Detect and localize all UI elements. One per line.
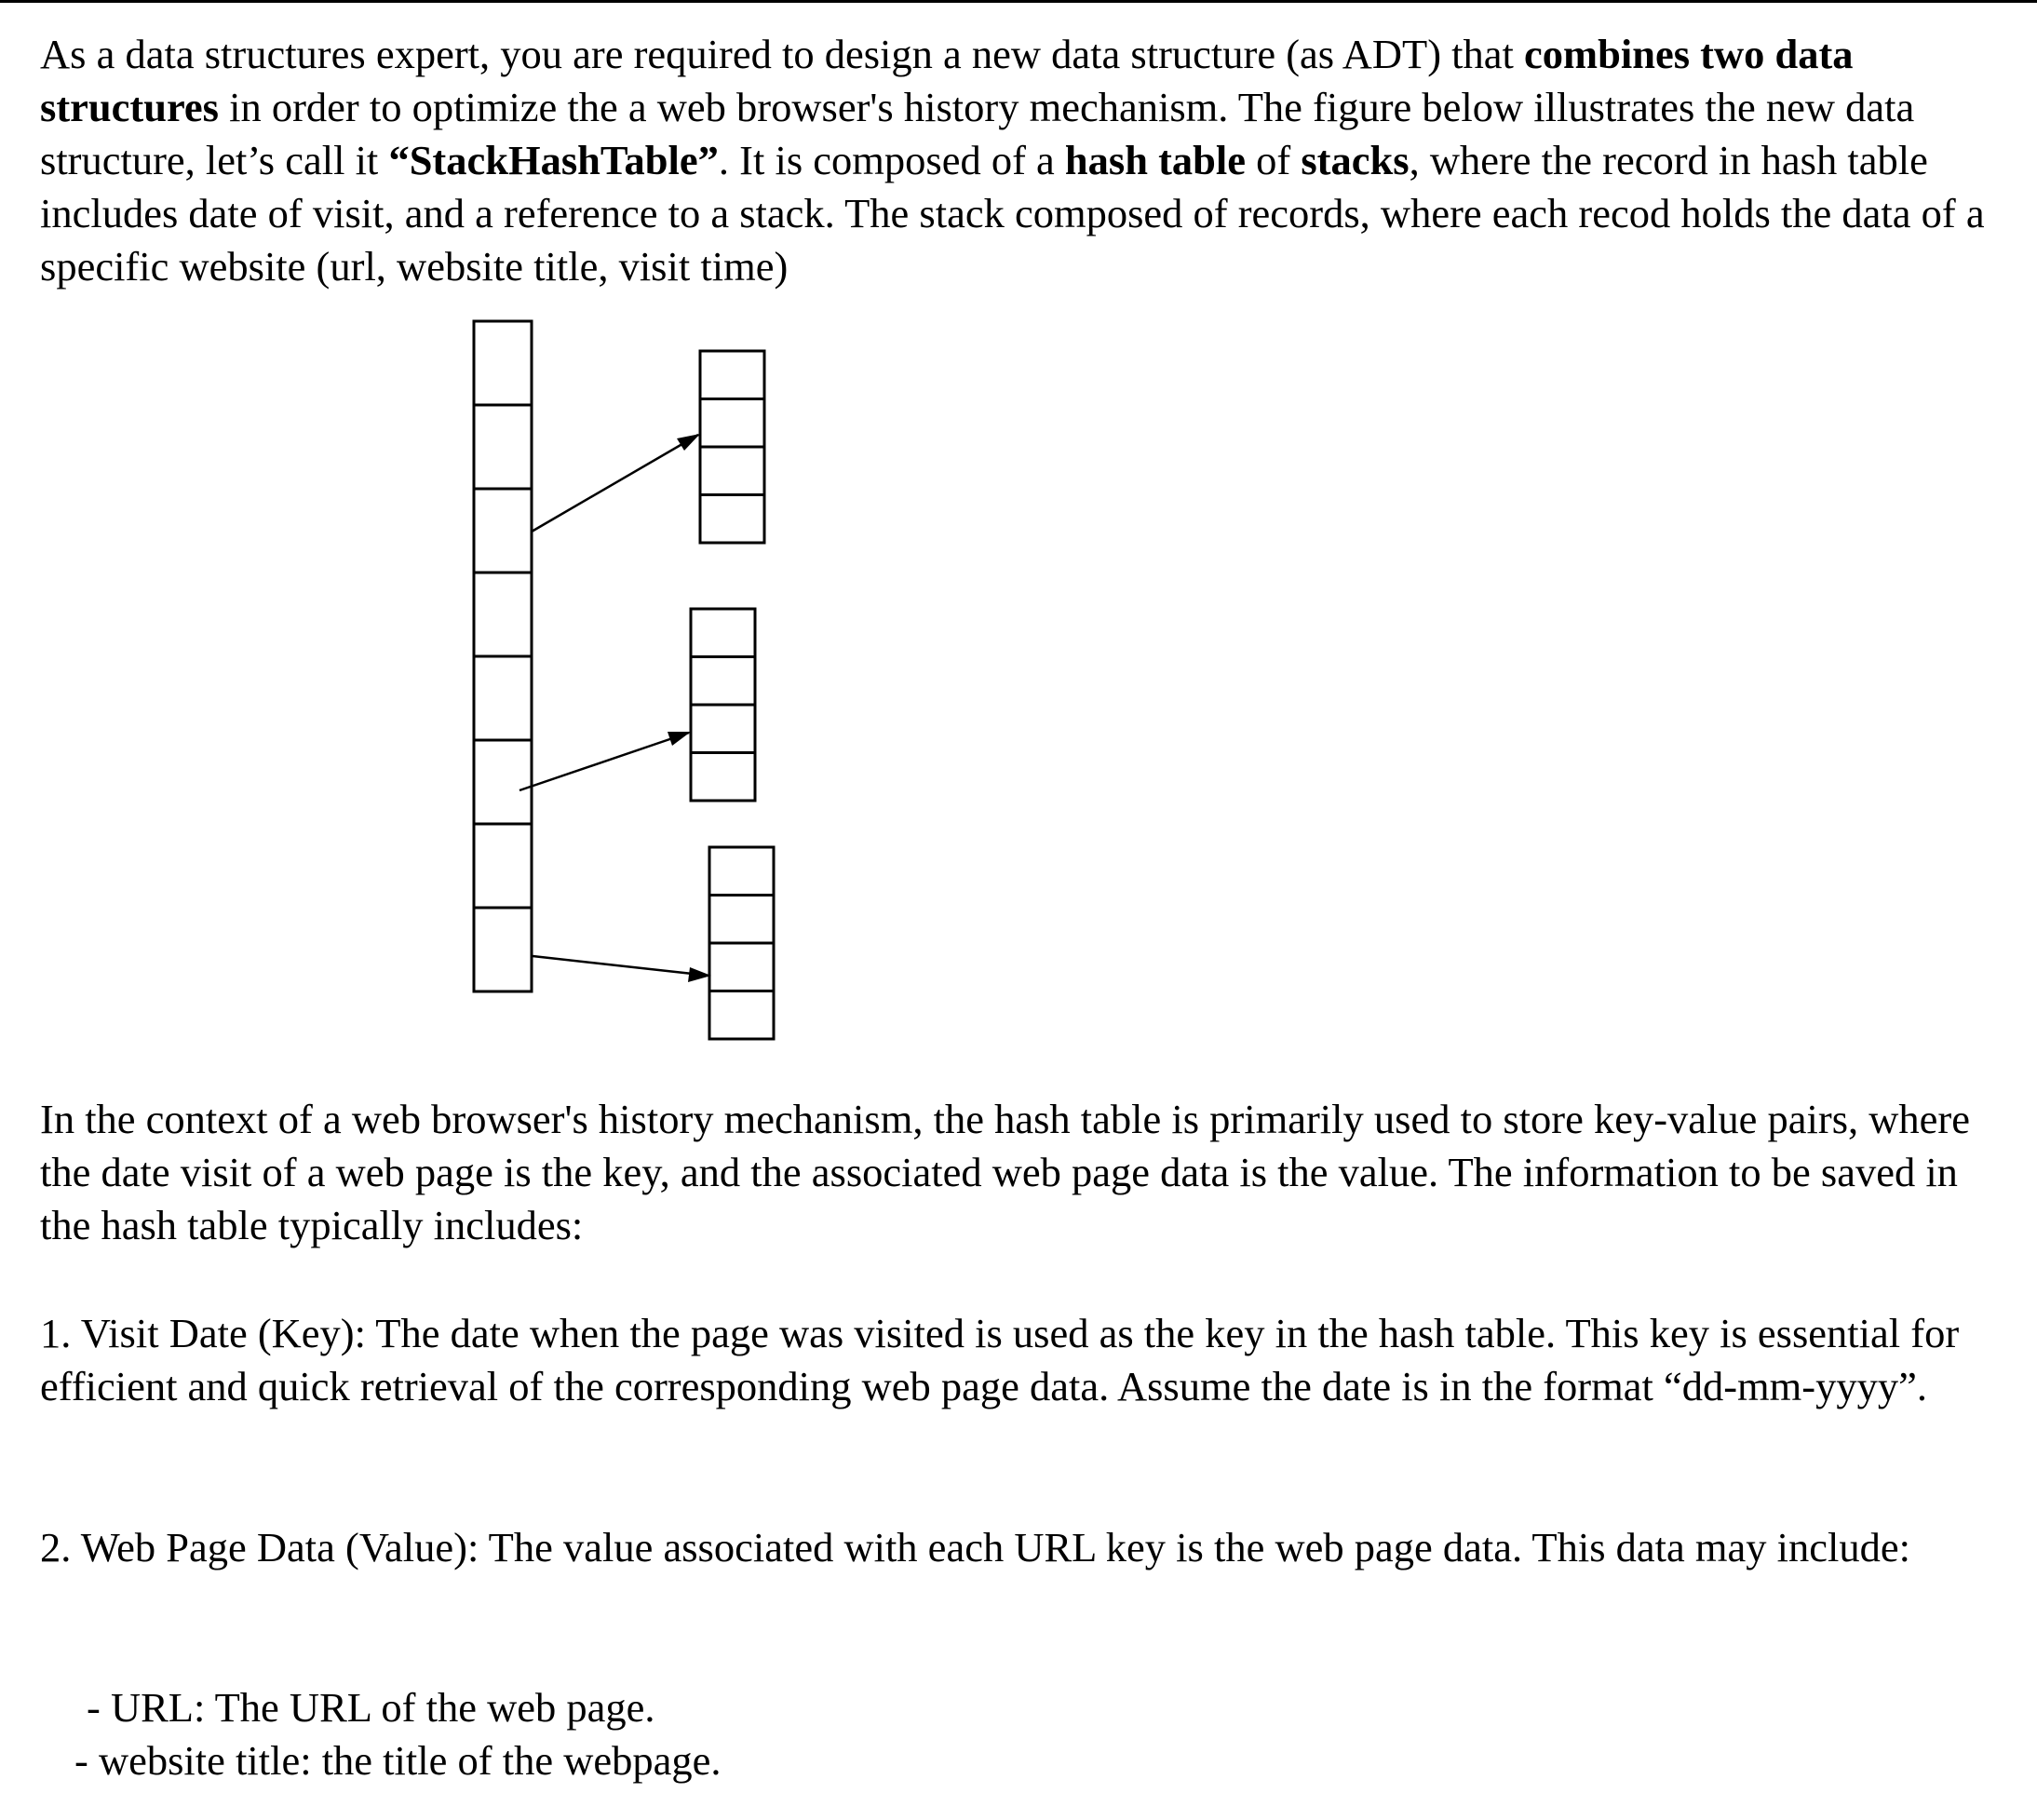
intro-text-5: , where the record in hash table includes date of visit, and a reference to a stack. The stack composed of records, where each recod holds the data of a specific website (url, website title, visit time) xyxy=(40,137,1985,290)
stack-record xyxy=(691,753,755,802)
visit-date-item: 1. Visit Date (Key): The date when the page was visited is used as the key in the hash table. This key is essential for efficient and quick retrieval of the corresponding web page data. Assume the date is in the format “dd-mm-yyyy”. xyxy=(40,1310,1960,1409)
arrowhead-1 xyxy=(677,434,700,451)
hash-table-slot xyxy=(474,489,532,573)
stack-record xyxy=(691,609,755,657)
hash-table-slot xyxy=(474,656,532,740)
arrowhead-3 xyxy=(688,967,711,982)
hash-table-slot xyxy=(474,824,532,908)
bullet-url: - URL: The URL of the web page. xyxy=(87,1684,655,1731)
intro-text-3: . It is composed of a xyxy=(718,137,1065,183)
bullet-website-title: - website title: the title of the webpage. xyxy=(74,1737,722,1784)
arrow-slot-8-to-stack-3 xyxy=(533,956,709,976)
stack-record xyxy=(709,991,774,1040)
intro-text-2: in order to optimize the a web browser's history mechanism. The figure below illustrates the new data structure, let’s call it xyxy=(40,84,1915,183)
hash-table-slot xyxy=(474,908,532,991)
hash-table xyxy=(474,321,532,991)
stack-3 xyxy=(709,847,774,1039)
stack-record xyxy=(700,447,764,495)
web-page-data-item: 2. Web Page Data (Value): The value associated with each URL key is the web page data. This data may include: xyxy=(40,1524,1910,1571)
hash-table-slot xyxy=(474,405,532,489)
hash-table-slot xyxy=(474,321,532,405)
intro-bold-name: “StackHashTable” xyxy=(388,137,719,183)
stack-record xyxy=(709,943,774,991)
stack-2 xyxy=(691,609,755,801)
stack-record xyxy=(691,657,755,706)
context-paragraph: In the context of a web browser's history mechanism, the hash table is primarily used to store key-value pairs, where the date visit of a web page is the key, and the associated web page data is the value. The information to be saved in the hash table typically includes: xyxy=(40,1096,1970,1248)
arrow-slot-6-to-stack-2 xyxy=(519,733,689,790)
hash-table-slot xyxy=(474,740,532,824)
intro-bold-stacks: stacks xyxy=(1301,137,1410,183)
hash-table-slot xyxy=(474,573,532,656)
stack-record xyxy=(709,847,774,896)
stack-1 xyxy=(700,351,764,543)
intro-bold-combines: combines two data structures xyxy=(40,31,1854,130)
arrowhead-2 xyxy=(668,732,691,746)
arrow-slot-3-to-stack-1 xyxy=(532,435,698,532)
stack-record xyxy=(700,399,764,448)
stack-record xyxy=(709,896,774,944)
stack-record xyxy=(691,705,755,753)
intro-text-1: As a data structures expert, you are required to design a new data structure (as ADT) that xyxy=(40,31,1525,77)
intro-bold-hash-table: hash table xyxy=(1064,137,1247,183)
intro-text-4: of xyxy=(1246,137,1302,183)
stack-record xyxy=(700,495,764,544)
stack-record xyxy=(700,351,764,399)
